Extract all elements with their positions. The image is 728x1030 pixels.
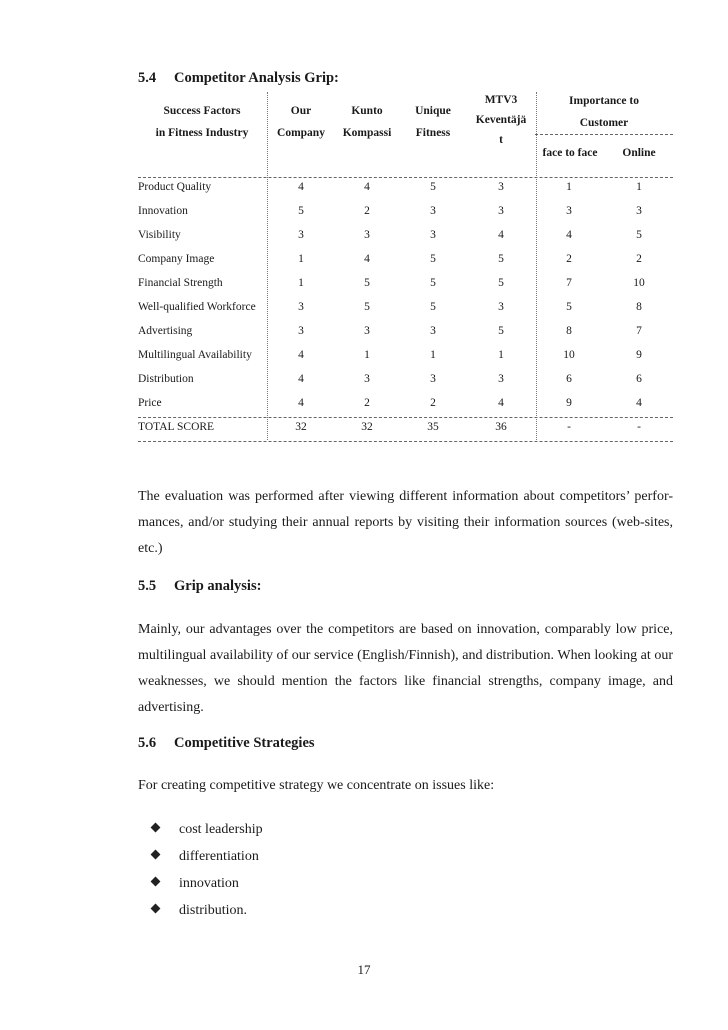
- table-cell: 1: [298, 277, 304, 289]
- row-label: Well-qualified Workforce: [138, 301, 256, 313]
- table-cell: 1: [566, 181, 572, 193]
- table-cell: 4: [364, 181, 370, 193]
- table-cell: 10: [633, 277, 645, 289]
- header-divider: [535, 134, 673, 135]
- table-cell: 3: [364, 373, 370, 385]
- row-label: Price: [138, 397, 162, 409]
- table-row: [138, 391, 673, 415]
- table-cell: 5: [364, 301, 370, 313]
- row-label: TOTAL SCORE: [138, 421, 215, 433]
- evaluation-paragraph: The evaluation was performed after viewing different information about competitors’ perfor-mances, and/or studying their annual reports by visiting their information sources (web-sites, etc.): [138, 489, 673, 556]
- list-item: innovation: [152, 872, 263, 899]
- table-cell: 1: [498, 349, 504, 361]
- table-cell: 2: [636, 253, 642, 265]
- table-cell: 4: [498, 397, 504, 409]
- table-bottom-rule: [138, 441, 673, 442]
- table-row: [138, 367, 673, 391]
- total-rule: [138, 417, 673, 418]
- table-cell: 3: [430, 325, 436, 337]
- table-cell: 3: [498, 373, 504, 385]
- section-title: Grip analysis:: [174, 578, 262, 594]
- row-label: Innovation: [138, 205, 188, 217]
- table-cell: 3: [364, 229, 370, 241]
- table-cell: 1: [364, 349, 370, 361]
- table-cell: 3: [298, 325, 304, 337]
- table-cell: 3: [430, 373, 436, 385]
- row-label: Product Quality: [138, 181, 212, 193]
- page-number: 17: [357, 962, 371, 977]
- strategy-list: [152, 818, 263, 926]
- table-cell: 3: [298, 301, 304, 313]
- table-cell: 3: [498, 301, 504, 313]
- bullet-icon: [151, 823, 161, 833]
- table-cell: 9: [636, 349, 642, 361]
- header-kunto-kompassi: Kunto Kompassi: [342, 105, 392, 139]
- table-row: [138, 415, 673, 439]
- table-row: [138, 223, 673, 247]
- row-label: Distribution: [138, 373, 194, 385]
- table-cell: 4: [298, 397, 304, 409]
- header-online: Online: [622, 147, 656, 159]
- list-item: differentiation: [152, 845, 263, 872]
- header-face-to-face: face to face: [542, 147, 598, 159]
- table-cell: 32: [295, 421, 307, 433]
- table-cell: 4: [298, 181, 304, 193]
- table-cell: 2: [566, 253, 572, 265]
- table-cell: 6: [636, 373, 642, 385]
- table-cell: 4: [566, 229, 572, 241]
- table-cell: 5: [364, 277, 370, 289]
- table-cell: 10: [563, 349, 575, 361]
- table-row: [138, 271, 673, 295]
- table-row: [138, 247, 673, 271]
- table-cell: 4: [364, 253, 370, 265]
- table-cell: 3: [566, 205, 572, 217]
- table-cell: 6: [566, 373, 572, 385]
- table-cell: 5: [430, 253, 436, 265]
- table-cell: 5: [298, 205, 304, 217]
- table-cell: 1: [636, 181, 642, 193]
- table-cell: 3: [430, 229, 436, 241]
- row-label: Company Image: [138, 253, 215, 265]
- table-row: [138, 319, 673, 343]
- table-cell: 2: [364, 397, 370, 409]
- table-cell: 5: [566, 301, 572, 313]
- table-cell: 3: [430, 205, 436, 217]
- grip-analysis-paragraph: Mainly, our advantages over the competitors are based on innovation, comparably low price, multilingual availability of our service (English/Finnish), and distribution. When looking at our weaknesses, we should mention the factors like financial strengths, company image, and advertising.: [138, 622, 673, 715]
- table-cell: 7: [636, 325, 642, 337]
- table-cell: 8: [636, 301, 642, 313]
- header-our-company: Our Company: [277, 105, 325, 139]
- list-item: cost leadership: [152, 818, 263, 845]
- section-heading-5-5: [138, 578, 261, 595]
- section-title: Competitive Strategies: [174, 735, 315, 751]
- table-header: [138, 92, 673, 174]
- table-cell: 3: [498, 181, 504, 193]
- table-cell: 5: [498, 325, 504, 337]
- table-cell: 5: [430, 301, 436, 313]
- header-importance: Importance to Customer: [569, 95, 639, 129]
- table-cell: 5: [498, 253, 504, 265]
- table-cell: 4: [298, 349, 304, 361]
- table-cell: 5: [498, 277, 504, 289]
- table-cell: 2: [430, 397, 436, 409]
- table-cell: 4: [298, 373, 304, 385]
- table-cell: 3: [298, 229, 304, 241]
- table-cell: 3: [498, 205, 504, 217]
- table-row: [138, 295, 673, 319]
- section-number: 5.4: [138, 70, 157, 86]
- table-cell: 8: [566, 325, 572, 337]
- bullet-icon: [151, 877, 161, 887]
- section-number: 5.5: [138, 578, 157, 594]
- table-cell: 3: [636, 205, 642, 217]
- section-number: 5.6: [138, 735, 157, 751]
- table-cell: 1: [298, 253, 304, 265]
- table-cell: 4: [498, 229, 504, 241]
- table-cell: -: [567, 421, 571, 433]
- row-label: Advertising: [138, 325, 193, 337]
- table-row: [138, 343, 673, 367]
- table-cell: 5: [430, 181, 436, 193]
- header-mtv3: MTV3 Keventäjä t: [475, 94, 527, 146]
- table-cell: 7: [566, 277, 572, 289]
- table-cell: 2: [364, 205, 370, 217]
- row-label: Visibility: [138, 229, 181, 241]
- list-item: distribution.: [152, 899, 263, 926]
- header-success-factors: Success Factors in Fitness Industry: [155, 105, 249, 139]
- table-cell: 5: [636, 229, 642, 241]
- strategy-intro-paragraph: For creating competitive strategy we concentrate on issues like:: [138, 778, 495, 793]
- section-heading-5-4: [138, 70, 339, 87]
- table-row: [138, 175, 673, 199]
- table-cell: 5: [430, 277, 436, 289]
- bullet-icon: [151, 904, 161, 914]
- table-cell: 3: [364, 325, 370, 337]
- row-label: Multilingual Availability: [138, 349, 252, 361]
- header-unique-fitness: Unique Fitness: [415, 105, 451, 139]
- table-row: [138, 199, 673, 223]
- table-cell: -: [637, 421, 641, 433]
- table-cell: 35: [427, 421, 439, 433]
- table-cell: 36: [495, 421, 507, 433]
- table-cell: 32: [361, 421, 373, 433]
- row-label: Financial Strength: [138, 277, 223, 289]
- bullet-icon: [151, 850, 161, 860]
- section-heading-5-6: [138, 735, 315, 752]
- table-cell: 9: [566, 397, 572, 409]
- table-cell: 1: [430, 349, 436, 361]
- table-cell: 4: [636, 397, 642, 409]
- section-title: Competitor Analysis Grip:: [174, 70, 339, 86]
